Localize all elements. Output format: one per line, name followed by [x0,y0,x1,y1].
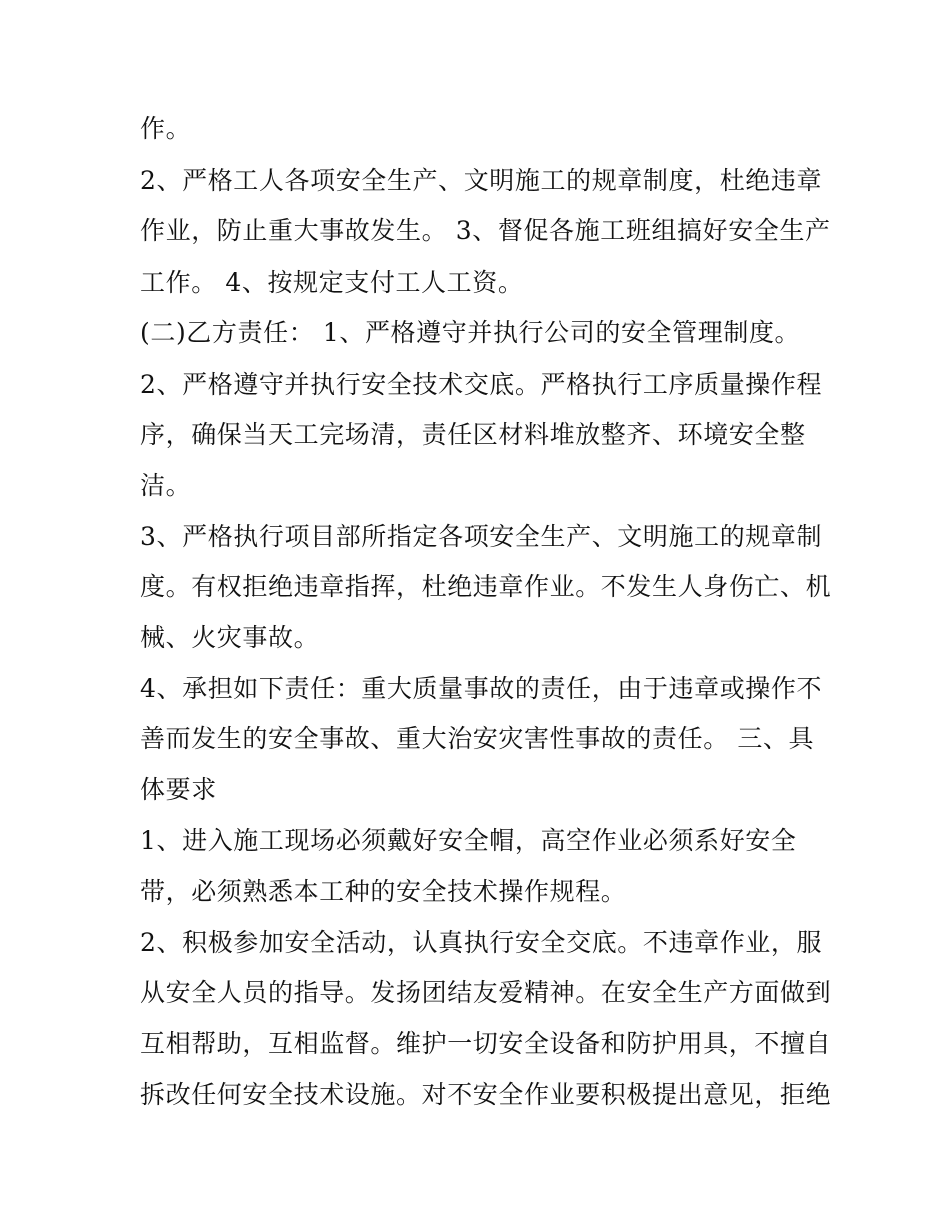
text-line: 善而发生的安全事故、重大治安灾害性事故的责任。 三、具 [140,724,815,753]
text-line: (二)乙方责任： 1、严格遵守并执行公司的安全管理制度。 [140,318,801,347]
text-line: 互相帮助，互相监督。维护一切安全设备和防护用具，不擅自 [140,1029,832,1058]
text-line: 带，必须熟悉本工种的安全技术操作规程。 [140,877,627,906]
text-line: 作。 [140,114,192,143]
text-line: 序，确保当天工完场清，责任区材料堆放整齐、环境安全整 [140,420,806,449]
text-line: 从安全人员的指导。发扬团结友爱精神。在安全生产方面做到 [140,978,832,1007]
text-line: 体要求 [140,775,217,804]
text-line: 3、严格执行项目部所指定各项安全生产、文明施工的规章制 [140,522,823,551]
text-line: 拆改任何安全技术设施。对不安全作业要积极提出意见，拒绝 [140,1080,832,1109]
text-line: 4、承担如下责任：重大质量事故的责任，由于违章或操作不 [140,674,823,703]
text-line: 2、严格工人各项安全生产、文明施工的规章制度，杜绝违章 [140,166,823,195]
text-line: 械、火灾事故。 [140,623,320,652]
text-line: 度。有权拒绝违章指挥，杜绝违章作业。不发生人身伤亡、机 [140,572,832,601]
text-line: 2、严格遵守并执行安全技术交底。严格执行工序质量操作程 [140,370,823,399]
text-line: 作业，防止重大事故发生。 3、督促各施工班组搞好安全生产 [140,216,831,245]
text-line: 洁。 [140,471,192,500]
text-line: 2、积极参加安全活动，认真执行安全交底。不违章作业，服 [140,928,823,957]
text-line: 工作。 4、按规定支付工人工资。 [140,268,524,297]
text-line: 1、进入施工现场必须戴好安全帽，高空作业必须系好安全 [140,826,797,855]
